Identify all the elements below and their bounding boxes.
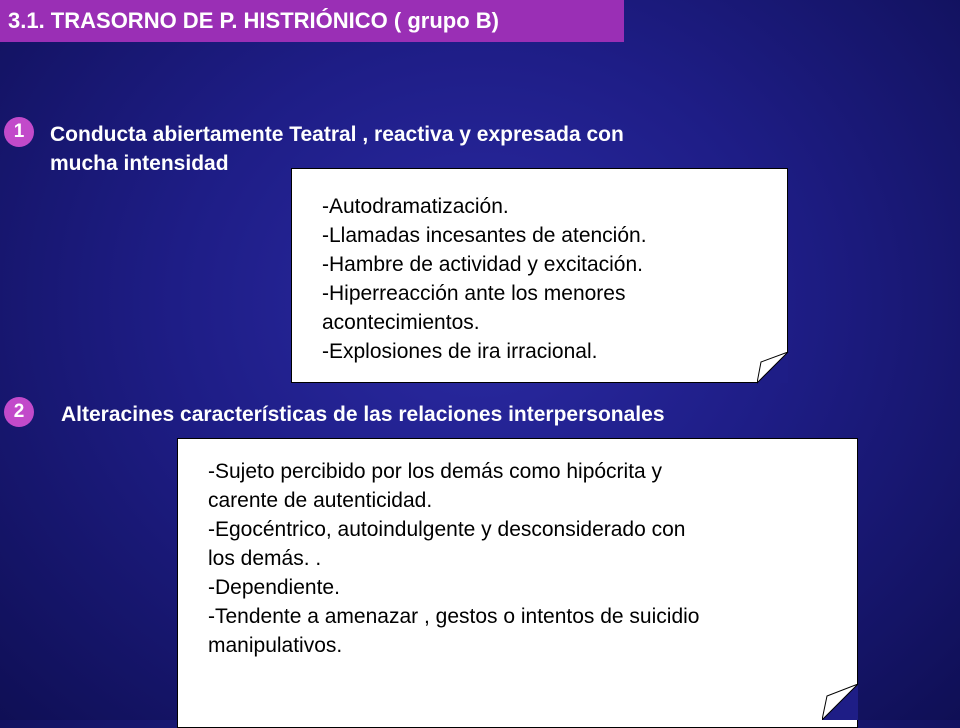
section-2-note-line: -Dependiente.: [208, 576, 340, 599]
section-2-note-line: -Tendente a amenazar , gestos o intentos de suicidio: [208, 605, 700, 628]
section-1-heading-line-2: mucha intensidad: [50, 152, 229, 175]
section-1-note-line: acontecimientos.: [322, 311, 480, 334]
section-1-folded-corner-icon: [757, 352, 789, 384]
section-1-note-line: -Autodramatización.: [322, 195, 509, 218]
section-1-note-line: -Explosiones de ira irracional.: [322, 340, 598, 363]
section-2-number-badge: 2: [4, 397, 34, 427]
section-2-folded-corner-icon: [822, 684, 859, 720]
section-2-note-line: -Egocéntrico, autoindulgente y desconsiderado con: [208, 518, 686, 541]
section-2-heading: Alteracines características de las relaciones interpersonales: [61, 403, 665, 426]
section-2-note-line: carente de autenticidad.: [208, 489, 433, 512]
section-1-heading-line-1: Conducta abiertamente Teatral , reactiva y expresada con: [50, 123, 624, 146]
section-2-note-line: -Sujeto percibido por los demás como hipócrita y: [208, 460, 663, 483]
slide-title: 3.1. TRASORNO DE P. HISTRIÓNICO ( grupo B): [0, 0, 624, 42]
section-1-number-badge: 1: [4, 117, 34, 147]
section-1-note-line: -Hambre de actividad y excitación.: [322, 253, 643, 276]
section-1-note-line: -Llamadas incesantes de atención.: [322, 224, 647, 247]
section-2-note-box: [177, 438, 858, 728]
section-2-note-line: los demás. .: [208, 547, 322, 570]
section-2-note-line: manipulativos.: [208, 634, 343, 657]
section-1-note-box: [291, 168, 788, 383]
section-1-note-line: -Hiperreacción ante los menores: [322, 282, 626, 305]
